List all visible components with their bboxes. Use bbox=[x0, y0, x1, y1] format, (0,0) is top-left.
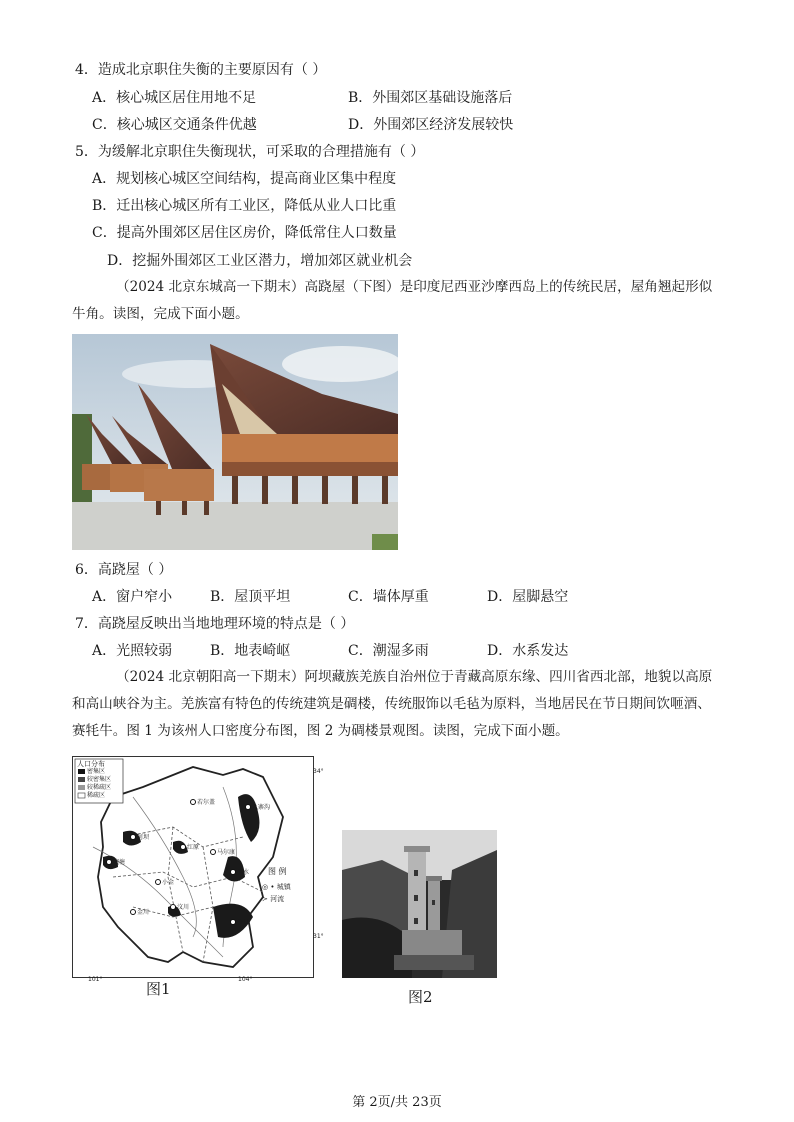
map-legend-item: 密集区 bbox=[87, 768, 106, 775]
map-place: 红原 bbox=[187, 844, 200, 851]
q5-option-b: B．迁出核心城区所有工业区，降低从业人口比重 bbox=[92, 198, 397, 214]
lat-label-bottom: 31° bbox=[313, 933, 324, 940]
q7-option-b: B．地表崎岖 bbox=[210, 643, 291, 659]
map-legend-items bbox=[87, 768, 111, 800]
q6-stem: 6．高跷屋（ ） bbox=[75, 562, 173, 578]
q4-option-a: A．核心城区居住用地不足 bbox=[92, 90, 257, 106]
q5-option-c: C．提高外围郊区居住区房价，降低常住人口数量 bbox=[92, 225, 397, 241]
stilt-house-photo bbox=[72, 334, 398, 550]
river-symbol-icon: ≻ bbox=[262, 895, 268, 903]
map-key-town: ◎ • 城镇 bbox=[262, 883, 291, 891]
q6-option-b: B．屋顶平坦 bbox=[210, 589, 291, 605]
q6-option-d: D．屋脚悬空 bbox=[487, 589, 569, 605]
map-place: 金川 bbox=[137, 909, 150, 916]
q6-option-c: C．墙体厚重 bbox=[348, 589, 429, 605]
watchtower-photo bbox=[342, 830, 497, 978]
map-legend-item: 稀疏区 bbox=[87, 792, 106, 799]
map-place: 若尔盖 bbox=[197, 799, 216, 806]
figure-2-caption: 图2 bbox=[408, 988, 433, 1006]
lon-label-left: 101° bbox=[88, 976, 103, 983]
q7-option-c: C．潮湿多雨 bbox=[348, 643, 429, 659]
map-place: 汶川 bbox=[177, 904, 190, 911]
figure-1-caption: 图1 bbox=[146, 980, 171, 998]
passage-aba-prefecture: （2024 北京朝阳高一下期末）阿坝藏族羌族自治州位于青藏高原东缘、四川省西北部，地貌以高原和高山峡谷为主。羌族富有特色的传统建筑是碉楼，传统服饰以毛毡为原料，当地居民在节日期间饮咂酒、赛牦牛。图 1 为该州人口密度分布图，图 2 为碉楼景观图。读图，完成下面小题。 bbox=[72, 669, 713, 739]
map-legend-item: 较密集区 bbox=[87, 776, 112, 783]
q7-option-a: A．光照较弱 bbox=[92, 643, 173, 659]
q5-option-a: A．规划核心城区空间结构，提高商业区集中程度 bbox=[92, 171, 397, 187]
map-place: 阿坝 bbox=[137, 834, 150, 841]
lon-label-right: 104° bbox=[238, 976, 253, 983]
map-legend-item: 较稀疏区 bbox=[87, 784, 112, 791]
map-place: 黑水 bbox=[237, 869, 250, 876]
map-place: 茂县 bbox=[237, 919, 250, 926]
map-place: 壤塘 bbox=[113, 859, 126, 866]
q5-stem: 5．为缓解北京职住失衡现状，可采取的合理措施有（ ） bbox=[75, 144, 425, 160]
q4-option-d: D．外围郊区经济发展较快 bbox=[348, 117, 514, 133]
q7-stem: 7．高跷屋反映出当地地理环境的特点是（ ） bbox=[75, 616, 355, 632]
lat-label-top: 34° bbox=[313, 768, 324, 775]
map-place: 小金 bbox=[162, 879, 175, 886]
q4-option-c: C．核心城区交通条件优越 bbox=[92, 117, 257, 133]
q4-option-b: B．外围郊区基础设施落后 bbox=[348, 90, 513, 106]
map-key-title: 图 例 bbox=[268, 867, 287, 876]
town-symbol-icon: ◎ • bbox=[262, 883, 275, 891]
q7-option-d: D．水系发达 bbox=[487, 643, 569, 659]
q5-option-d: D．挖掘外围郊区工业区潜力，增加郊区就业机会 bbox=[107, 253, 413, 269]
passage-stilt-house: （2024 北京东城高一下期末）高跷屋（下图）是印度尼西亚沙摩西岛上的传统民居，屋角翘起形似牛角。读图，完成下面小题。 bbox=[72, 279, 713, 322]
map-key-river: ≻ 河流 bbox=[262, 895, 285, 903]
map-legend-title: 人口分布 bbox=[77, 760, 105, 768]
page-number-footer: 第 2页/共 23页 bbox=[352, 1095, 442, 1110]
map-place: 九寨沟 bbox=[252, 804, 271, 811]
q6-option-a: A．窗户窄小 bbox=[92, 589, 173, 605]
map-place: 马尔康 bbox=[217, 849, 236, 856]
q4-stem: 4．造成北京职住失衡的主要原因有（ ） bbox=[75, 62, 327, 78]
